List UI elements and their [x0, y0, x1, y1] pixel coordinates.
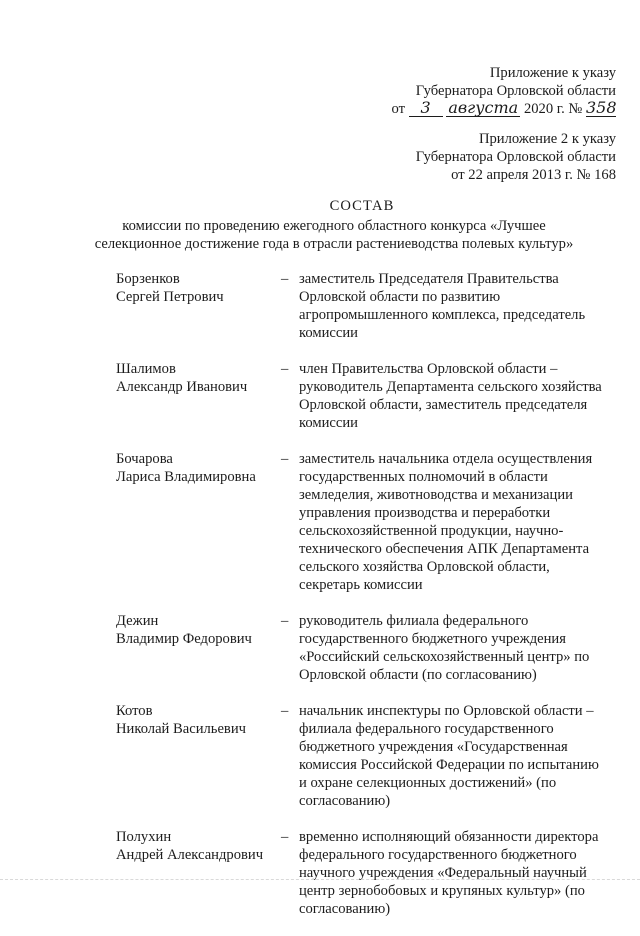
commission-member-list: [116, 270, 626, 936]
member-role-line: комиссия Российской Федерации по испытанию: [299, 757, 599, 773]
appendix-line: Приложение 2 к указу: [478, 131, 616, 147]
member-role-line: государственных полномочий в области: [299, 469, 548, 485]
member-dash: –: [281, 451, 289, 467]
member-role-line: сельского хозяйства Орловской области,: [299, 559, 550, 575]
member-dash: –: [281, 271, 289, 287]
member-role-line: бюджетного учреждения «Государственная: [299, 739, 568, 755]
member-name: [116, 828, 281, 918]
member-role-line: и охране селекционных достижений» (по: [299, 775, 557, 791]
subtitle-line: комиссии по проведению ежегодного областного конкурса «Лучшее: [122, 218, 546, 234]
member-name: [116, 450, 281, 594]
member-role-line: начальник инспектуры по Орловской области –: [299, 703, 594, 719]
member-role-line: Орловской области по развитию: [299, 289, 501, 305]
member-role: [299, 612, 619, 684]
member-role-line: согласованию): [299, 793, 391, 809]
member-role-line: Орловской области, заместитель председателя: [299, 397, 588, 413]
member-given: Николай Васильевич: [116, 721, 246, 737]
member-role: [299, 270, 619, 342]
appendix-block-current-decree: [356, 64, 616, 118]
member-row: [116, 450, 626, 594]
subtitle-line: селекционное достижение года в отрасли растениеводства полевых культур»: [94, 236, 574, 252]
member-row: [116, 612, 626, 684]
member-row: [116, 702, 626, 810]
member-role-line: государственного бюджетного учреждения: [299, 631, 566, 647]
member-role: [299, 360, 619, 432]
member-role-line: научного учреждения «Федеральный научный: [299, 865, 587, 881]
member-surname: Котов: [116, 703, 153, 719]
member-role-line: член Правительства Орловской области –: [299, 361, 558, 377]
member-role-line: Орловской области (по согласованию): [299, 667, 537, 683]
member-given: Андрей Александрович: [116, 847, 264, 863]
member-role-line: филиала федерального государственного: [299, 721, 554, 737]
member-role-line: федерального государственного бюджетного: [299, 847, 577, 863]
appendix-date-line: [356, 100, 616, 118]
member-given: Владимир Федорович: [116, 631, 252, 647]
member-dash: –: [281, 361, 289, 377]
document-title: [0, 197, 640, 253]
member-role-line: технического обеспечения АПК Департамента: [299, 541, 590, 557]
member-surname: Шалимов: [116, 361, 176, 377]
member-given: Александр Иванович: [116, 379, 248, 395]
member-role-line: секретарь комиссии: [299, 577, 423, 593]
member-role-line: управления производства и переработки: [299, 505, 551, 521]
date-prefix: от: [391, 101, 405, 117]
member-role-line: заместитель Председателя Правительства: [299, 271, 559, 287]
member-role-line: земледелия, животноводства и механизации: [299, 487, 573, 503]
member-given: Лариса Владимировна: [116, 469, 256, 485]
member-role-line: комиссии: [299, 325, 358, 341]
member-dash: –: [281, 613, 289, 629]
member-name: [116, 270, 281, 342]
member-dash: –: [281, 829, 289, 845]
member-role-line: агропромышленного комплекса, председатель: [299, 307, 586, 323]
member-name: [116, 612, 281, 684]
member-row: [116, 270, 626, 342]
appendix-line: Губернатора Орловской области: [415, 83, 616, 99]
member-row: [116, 828, 626, 918]
heading: СОСТАВ: [329, 198, 395, 214]
member-role: [299, 828, 619, 918]
member-role-line: сельскохозяйственной продукции, научно-: [299, 523, 564, 539]
member-surname: Дежин: [116, 613, 159, 629]
member-role-line: руководитель Департамента сельского хозяйства: [299, 379, 602, 395]
member-role-line: центр зернобобовых и крупяных культур» (по: [299, 883, 585, 899]
handwritten-day: 3: [409, 100, 443, 117]
member-role-line: «Российский сельскохозяйственный центр» по: [299, 649, 590, 665]
member-role-line: согласованию): [299, 901, 391, 917]
date-year: 2020 г. №: [523, 101, 583, 117]
appendix-block-original-decree: [356, 130, 616, 184]
member-surname: Борзенков: [116, 271, 180, 287]
member-dash: –: [281, 703, 289, 719]
scan-edge-divider: [0, 879, 640, 880]
member-given: Сергей Петрович: [116, 289, 224, 305]
appendix-line: Губернатора Орловской области: [415, 149, 616, 165]
appendix-line: Приложение к указу: [489, 65, 616, 81]
member-name: [116, 360, 281, 432]
member-surname: Полухин: [116, 829, 172, 845]
member-role-line: руководитель филиала федерального: [299, 613, 529, 629]
member-role-line: временно исполняющий обязанности директора: [299, 829, 599, 845]
member-role-line: заместитель начальника отдела осуществления: [299, 451, 593, 467]
member-name: [116, 702, 281, 810]
handwritten-decree-number: 358: [586, 98, 617, 117]
member-role: [299, 450, 619, 594]
handwritten-month: августа: [446, 100, 520, 117]
member-surname: Бочарова: [116, 451, 173, 467]
member-role: [299, 702, 619, 810]
member-role-line: комиссии: [299, 415, 358, 431]
member-row: [116, 360, 626, 432]
appendix-line: от 22 апреля 2013 г. № 168: [451, 167, 616, 183]
